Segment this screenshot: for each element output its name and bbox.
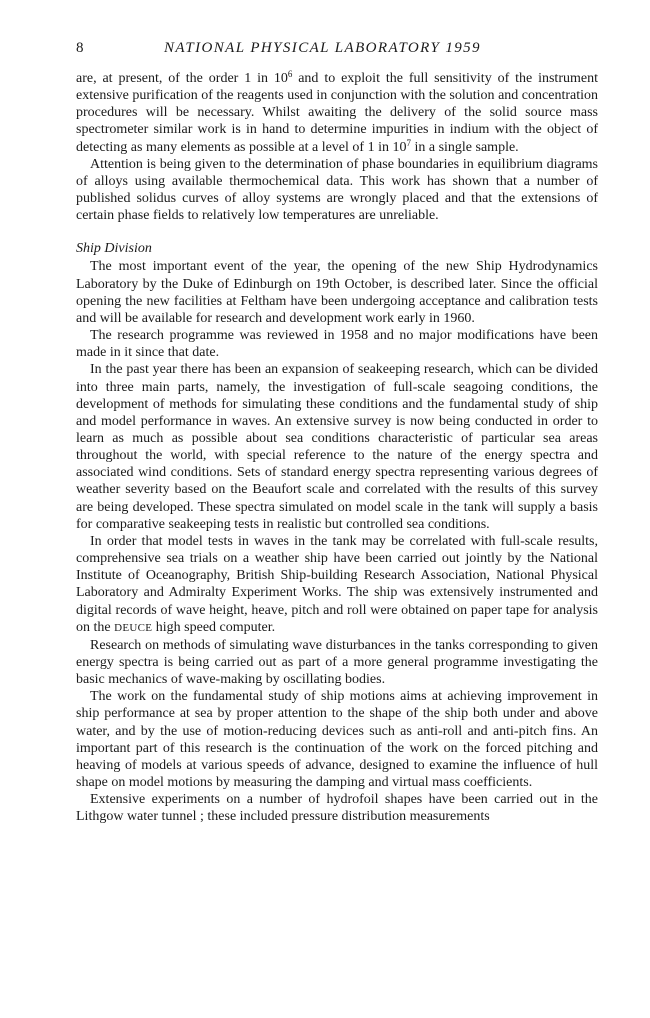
text-span: are, at present, of the order 1 in 10 bbox=[76, 71, 288, 86]
body-text bbox=[76, 70, 598, 826]
paragraph bbox=[76, 70, 598, 156]
document-page bbox=[76, 40, 598, 826]
paragraph: Attention is being given to the determination of phase boundaries in equilibrium diagrams of alloys using available thermochemical data. This work has shown that a number of published solidus curves of alloy systems are wrongly placed and that the extensions of certain phase fields to relatively low temperatures are unreliable. bbox=[76, 156, 598, 224]
paragraph: Research on methods of simulating wave disturbances in the tanks corresponding to given energy spectra is being carried out as part of a more general programme investigating the basic mechanics of wave-making by oscillating bodies. bbox=[76, 637, 598, 688]
superscript: 6 bbox=[287, 69, 293, 79]
text-span: In order that model tests in waves in the tank may be correlated with full-scale results, comprehensive sea trials on a weather ship have been carried out jointly by the National Institute of Oceanography, British Ship-building Research Association, National Physical Laboratory and Admiralty Experiment Works. The ship was extensively instrumented and digital records of wave height, heave, pitch and roll were obtained on paper tape for analysis on the bbox=[76, 533, 598, 635]
paragraph bbox=[76, 533, 598, 637]
paragraph: The most important event of the year, the opening of the new Ship Hydrodynamics Laboratory by the Duke of Edinburgh on 19th October, is described later. Since the official opening the new facilities at Feltham have been undergoing acceptance and calibration tests and will be available for research and development work early in 1960. bbox=[76, 259, 598, 326]
superscript: 7 bbox=[406, 137, 411, 148]
running-title: NATIONAL PHYSICAL LABORATORY 1959 bbox=[164, 40, 481, 56]
paragraph: Extensive experiments on a number of hydrofoil shapes have been carried out in the Lithgow water tunnel ; these included pressure distribution measurements bbox=[76, 792, 598, 825]
paragraph: The research programme was reviewed in 1958 and no major modifications have been made in it since that date. bbox=[76, 328, 598, 361]
small-caps-term: DEUCE bbox=[114, 621, 153, 634]
text-span: in a single sample. bbox=[410, 139, 519, 155]
text-span: high speed computer. bbox=[152, 619, 276, 635]
page-number: 8 bbox=[76, 40, 84, 56]
paragraph: In the past year there has been an expansion of seakeeping research, which can be divided into three main parts, namely, the investigation of full-scale seagoing conditions, the development of methods for simulating these conditions and the fundamental study of ship and model performance in waves. An extensive survey is now being conducted in order to learn as much as possible about sea conditions characteristic of particular sea areas throughout the world, with special reference to the nature of the energy spectra and associated wind conditions. Sets of standard energy spectra representing various degrees of weather severity based on the Beaufort scale and correlated with the results of this survey are being developed. These spectra simulated on model scale in the tank will supply a basis for comparative seakeeping tests in realistic but controlled sea conditions. bbox=[76, 362, 598, 532]
text-span: and to exploit the full sensitivity of the instrument extensive purification of the reagents used in conjunction with the solution and concentration procedures will be necessary. Whilst awaiting the delivery of the solid source mass spectrometer similar work is in hand to determine impurities in indium with the object of detecting as many elements as possible at a level of 1 in 10 bbox=[76, 71, 598, 155]
paragraph: The work on the fundamental study of ship motions aims at achieving improvement in ship performance at sea by proper attention to the shape of the ship both under and above water, and by the use of motion-reducing devices such as anti-roll and anti-pitch fins. An important part of this research is the continuation of the work on the forced pitching and heaving of models at various speeds of advance, designed to examine the influence of hull shape on model motions by measuring the damping and virtual mass coefficients. bbox=[76, 689, 598, 791]
section-heading: Ship Division bbox=[76, 241, 152, 257]
page-header bbox=[76, 40, 598, 62]
